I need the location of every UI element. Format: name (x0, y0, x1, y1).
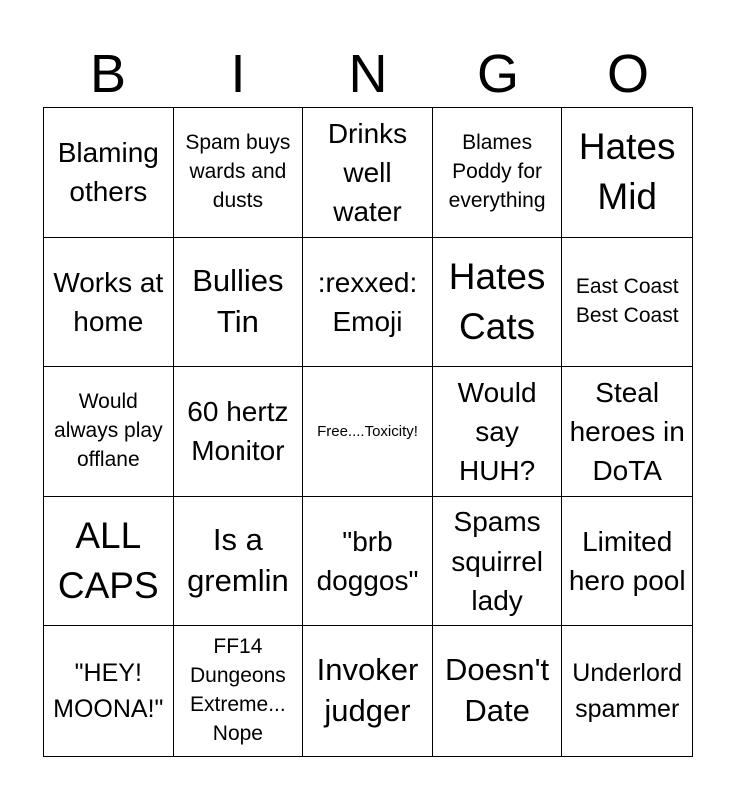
bingo-cell-label: Works at home (53, 266, 164, 337)
bingo-cell[interactable] (562, 497, 692, 627)
bingo-cell[interactable] (174, 108, 304, 238)
header-letter-o: O (606, 44, 649, 104)
bingo-cell[interactable] (303, 626, 433, 756)
bingo-cell[interactable] (433, 108, 563, 238)
header-letter-g: G (476, 44, 519, 104)
bingo-cell-label: Is a gremlin (187, 522, 289, 599)
bingo-cell-label: Would say HUH? (457, 376, 537, 487)
bingo-cell-label: Drinks well water (327, 117, 408, 227)
bingo-cell[interactable] (433, 367, 563, 497)
bingo-cell-label: Underlord spammer (572, 658, 683, 724)
bingo-cell-label: Doesn't Date (445, 652, 550, 729)
bingo-cell[interactable] (303, 497, 433, 627)
bingo-cell[interactable] (562, 238, 692, 368)
bingo-cell[interactable] (562, 108, 692, 238)
bingo-cell[interactable] (174, 626, 304, 756)
bingo-cell[interactable] (303, 238, 433, 368)
bingo-cell-label: East Coast Best Coast (575, 274, 679, 327)
bingo-cell[interactable] (44, 497, 174, 627)
header-letter-b: B (89, 44, 127, 104)
bingo-cell-label: Blaming others (57, 137, 159, 208)
bingo-cell[interactable] (44, 367, 174, 497)
bingo-cell[interactable] (433, 238, 563, 368)
bingo-cell-label: :rexxed: Emoji (317, 266, 418, 337)
bingo-cell[interactable] (44, 238, 174, 368)
bingo-cell[interactable] (562, 626, 692, 756)
bingo-cell-label: ALL CAPS (57, 515, 159, 607)
bingo-cell-label: Hates Mid (578, 126, 676, 218)
bingo-cell[interactable] (44, 108, 174, 238)
bingo-cell[interactable] (174, 367, 304, 497)
header-letter-i: I (230, 44, 246, 104)
bingo-cell[interactable] (303, 108, 433, 238)
bingo-cell[interactable] (174, 497, 304, 627)
bingo-cell-label: Limited hero pool (568, 525, 686, 597)
bingo-cell-label: Spams squirrel lady (451, 506, 543, 616)
bingo-cell-label: 60 hertz Monitor (187, 396, 289, 467)
bingo-cell-label: Free....Toxicity! (317, 422, 418, 440)
bingo-cell[interactable] (433, 626, 563, 756)
bingo-cell-label: Steal heroes in DoTA (569, 376, 685, 487)
bingo-cell[interactable] (44, 626, 174, 756)
bingo-cell[interactable] (433, 497, 563, 627)
bingo-cell-label: Bullies Tin (192, 262, 284, 339)
bingo-cell-label: Blames Poddy for everything (448, 130, 546, 212)
bingo-cell[interactable] (562, 367, 692, 497)
bingo-card-grid (43, 107, 693, 757)
bingo-cell-label: FF14 Dungeons Extreme... Nope (190, 635, 286, 746)
bingo-cell[interactable] (174, 238, 304, 368)
bingo-cell-label: Spam buys wards and dusts (185, 130, 291, 212)
bingo-cell-label: Hates Cats (448, 255, 546, 347)
bingo-cell-label: "HEY! MOONA!" (53, 658, 164, 724)
bingo-cell-label: "brb doggos" (316, 525, 419, 597)
bingo-cell-label: Invoker judger (316, 652, 419, 729)
header-letter-n: N (348, 44, 388, 104)
bingo-header (43, 42, 693, 106)
bingo-cell-label: Would always play offlane (54, 390, 163, 471)
bingo-free-cell[interactable] (303, 367, 433, 497)
